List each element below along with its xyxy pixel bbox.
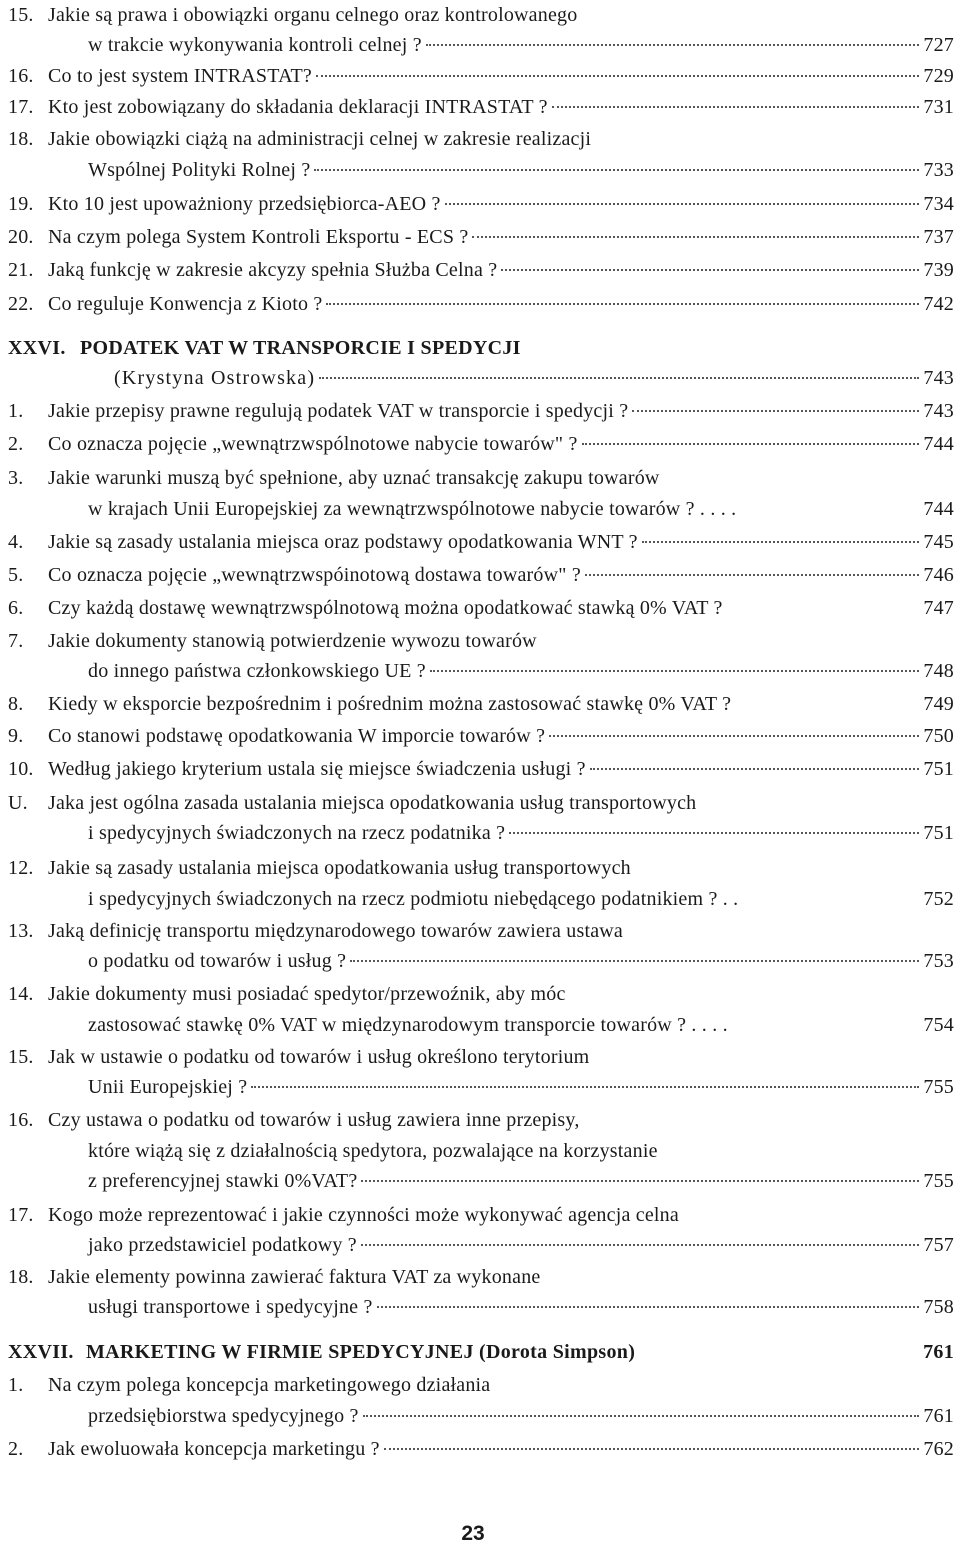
page-reference: 757 [923,1234,954,1256]
page-reference: 734 [923,193,954,215]
entry-title: Co oznacza pojęcie „wewnątrzwspólnotowe nabycie towarów" ? [48,433,578,455]
page-number: 23 [461,1522,485,1545]
entry-number: XXVI. [8,337,66,359]
entry-title: Jak ewoluowała koncepcja marketingu ? [48,1438,380,1460]
entry-title: i spedycyjnych świadczonych na rzecz podmiotu niebędącego podatnikiem ? . . [88,888,739,910]
entry-number: 18. [8,1266,34,1288]
entry-number: 12. [8,857,34,879]
toc-entry[interactable] [8,1136,954,1166]
dot-leader [326,303,919,305]
dot-leader [384,1448,920,1450]
entry-title: Co to jest system INTRASTAT? [48,65,312,87]
toc-entry[interactable] [8,222,954,252]
dot-leader [350,960,919,962]
entry-number: 20. [8,226,34,248]
page-reference: 758 [923,1296,954,1318]
entry-number: 5. [8,564,24,586]
entry-number: 19. [8,193,34,215]
chapter-heading[interactable] [8,1337,954,1367]
page-reference: 749 [923,693,954,715]
dot-leader [642,541,920,543]
entry-title: Jakie przepisy prawne regulują podatek VAT w transporcie i spedycji ? [48,400,629,422]
page-reference: 752 [923,888,954,910]
entry-title: Jakie elementy powinna zawierać faktura VAT za wykonane [48,1266,541,1288]
entry-number: U. [8,792,28,814]
entry-title: Jakie warunki muszą być spełnione, aby uznać transakcję zakupu towarów [48,467,660,489]
toc-entry[interactable] [8,396,954,426]
dot-leader [426,44,920,46]
entry-title: Czy ustawa o podatku od towarów i usług zawiera inne przepisy, [48,1109,580,1131]
entry-title: Kto jest zobowiązany do składania deklaracji INTRASTAT ? [48,96,548,118]
dot-leader [445,203,920,205]
toc-entry[interactable] [8,1370,954,1400]
entry-number: 16. [8,65,34,87]
entry-title: przedsiębiorstwa spedycyjnego ? [88,1405,359,1427]
page-reference: 727 [923,34,954,56]
dot-leader [590,768,920,770]
dot-leader [430,670,920,672]
entry-number: 17. [8,1204,34,1226]
dot-leader [549,735,919,737]
page-reference: 761 [923,1405,954,1427]
toc-entry[interactable] [8,754,954,784]
entry-title: Wspólnej Polityki Rolnej ? [88,159,311,181]
page-reference: 750 [923,725,954,747]
entry-number: 14. [8,983,34,1005]
entry-title: Jakie dokumenty stanowią potwierdzenie wywozu towarów [48,630,537,652]
entry-title: o podatku od towarów i usług ? [88,950,347,972]
dot-leader [361,1180,919,1182]
entry-title: w trakcie wykonywania kontroli celnej ? [88,34,422,56]
entry-title: Co oznacza pojęcie „wewnątrzwspóinotową dostawa towarów" ? [48,564,581,586]
toc-entry[interactable] [8,979,954,1009]
entry-number: 4. [8,531,24,553]
chapter-heading[interactable] [8,333,954,363]
toc-entry[interactable] [8,916,954,946]
entry-title: które wiążą się z działalnością spedytora, pozwalające na korzystanie [88,1140,658,1162]
dot-leader [552,106,920,108]
entry-number: 1. [8,1374,24,1396]
page-reference: 754 [923,1014,954,1036]
entry-number: 18. [8,128,34,150]
entry-title: jako przedstawiciel podatkowy ? [88,1234,357,1256]
entry-title: Na czym polega System Kontroli Eksportu - ECS ? [48,226,469,248]
toc-entry[interactable] [8,1200,954,1230]
entry-number: XXVII. [8,1341,74,1363]
toc-entry[interactable] [8,1072,954,1102]
entry-number: 17. [8,96,34,118]
toc-entry[interactable] [8,363,954,393]
entry-title: Co stanowi podstawę opodatkowania W imporcie towarów ? [48,725,546,747]
page-reference: 747 [923,597,954,619]
page-reference: 762 [923,1438,954,1460]
page-reference: 744 [923,433,954,455]
page-reference: 746 [923,564,954,586]
entry-title: Na czym polega koncepcja marketingowego działania [48,1374,491,1396]
entry-title: Jaka jest ogólna zasada ustalania miejsca opodatkowania usług transportowych [48,792,697,814]
dot-leader [316,75,919,77]
page-reference: 733 [923,159,954,181]
entry-number: 7. [8,630,24,652]
dot-leader [501,269,919,271]
entry-title: Według jakiego kryterium ustala się miejsce świadczenia usługi ? [48,758,586,780]
entry-title: Jakie są zasady ustalania miejsca opodatkowania usług transportowych [48,857,631,879]
entry-title: Kiedy w eksporcie bezpośrednim i pośrednim można zastosować stawkę 0% VAT ? [48,693,732,715]
page-reference: 755 [923,1076,954,1098]
dot-leader [472,236,919,238]
toc-entry[interactable] [8,189,954,219]
entry-title: i spedycyjnych świadczonych na rzecz podatnika ? [88,822,506,844]
toc-entry[interactable] [8,124,954,154]
toc-entry[interactable] [8,1010,954,1040]
dot-leader [319,377,919,379]
page-reference: 761 [923,1341,954,1363]
entry-number: 1. [8,400,24,422]
entry-number: 2. [8,1438,24,1460]
entry-number: 3. [8,467,24,489]
dot-leader [361,1244,920,1246]
toc-entry[interactable] [8,884,954,914]
entry-title: PODATEK VAT W TRANSPORCIE I SPEDYCJI [80,337,521,359]
entry-title: Kogo może reprezentować i jakie czynności może wykonywać agencja celna [48,1204,679,1226]
toc-entry[interactable] [8,788,954,818]
toc-entry[interactable] [8,721,954,751]
toc-entry[interactable] [8,155,954,185]
toc-entry[interactable] [8,1262,954,1292]
page-reference: 743 [923,400,954,422]
page-reference: 751 [923,822,954,844]
toc-entry[interactable] [8,494,954,524]
page-reference: 739 [923,259,954,281]
entry-title: Jakie dokumenty musi posiadać spedytor/przewoźnik, aby móc [48,983,566,1005]
page-reference: 745 [923,531,954,553]
page-reference: 748 [923,660,954,682]
toc-entry[interactable] [8,853,954,883]
entry-title: Czy każdą dostawę wewnątrzwspólnotową można opodatkować stawką 0% VAT ? [48,597,723,619]
entry-number: 2. [8,433,24,455]
toc-entry[interactable] [8,255,954,285]
entry-number: 9. [8,725,24,747]
entry-number: 13. [8,920,34,942]
entry-number: 16. [8,1109,34,1131]
entry-title: Jaką funkcję w zakresie akcyzy spełnia Służba Celna ? [48,259,498,281]
toc-entry[interactable] [8,463,954,493]
dot-leader [582,443,920,445]
entry-title: w krajach Unii Europejskiej za wewnątrzwspólnotowe nabycie towarów ? . . . . [88,498,737,520]
entry-number: 22. [8,293,34,315]
entry-number: 21. [8,259,34,281]
page-reference: 755 [923,1170,954,1192]
entry-title: usługi transportowe i spedycyjne ? [88,1296,373,1318]
dot-leader [509,832,919,834]
dot-leader [363,1415,920,1417]
page-reference: 744 [923,498,954,520]
entry-number: 15. [8,1046,34,1068]
toc-entry[interactable] [8,1166,954,1196]
toc-entry[interactable] [8,593,954,623]
page-reference: 751 [923,758,954,780]
entry-title: Kto 10 jest upoważniony przedsiębiorca-AEO ? [48,193,441,215]
toc-entry[interactable] [8,0,954,30]
toc-entry[interactable] [8,818,954,848]
entry-title: do innego państwa członkowskiego UE ? [88,660,426,682]
toc-entry[interactable] [8,1434,954,1464]
toc-entry[interactable] [8,626,954,656]
toc-entry[interactable] [8,61,954,91]
toc-entry[interactable] [8,92,954,122]
dot-leader [585,574,919,576]
page-reference: 729 [923,65,954,87]
entry-title: Jak w ustawie o podatku od towarów i usług określono terytorium [48,1046,590,1068]
entry-title: zastosować stawkę 0% VAT w międzynarodowym transporcie towarów ? . . . . [88,1014,728,1036]
toc-entry[interactable] [8,689,954,719]
page-reference: 743 [923,367,954,389]
toc-entry[interactable] [8,289,954,319]
entry-title: Jakie są zasady ustalania miejsca oraz podstawy opodatkowania WNT ? [48,531,638,553]
dot-leader [314,169,919,171]
entry-title: MARKETING W FIRMIE SPEDYCYJNEJ (Dorota Simpson) [86,1341,636,1363]
toc-entry[interactable] [8,1230,954,1260]
page-reference: 753 [923,950,954,972]
toc-entry[interactable] [8,1292,954,1322]
entry-title: Jakie są prawa i obowiązki organu celnego oraz kontrolowanego [48,4,578,26]
entry-title: Unii Europejskiej ? [88,1076,248,1098]
entry-title: Jakie obowiązki ciążą na administracji celnej w zakresie realizacji [48,128,592,150]
entry-number: 8. [8,693,24,715]
entry-title: Jaką definicję transportu międzynarodowego towarów zawiera ustawa [48,920,624,942]
entry-number: 10. [8,758,34,780]
toc-entry[interactable] [8,1401,954,1431]
toc-entry[interactable] [8,527,954,557]
entry-number: 6. [8,597,24,619]
dot-leader [632,410,919,412]
entry-title: Co reguluje Konwencja z Kioto ? [48,293,323,315]
toc-entry[interactable] [8,30,954,60]
entry-title: z preferencyjnej stawki 0%VAT? [88,1170,358,1192]
dot-leader [251,1086,919,1088]
toc-entry[interactable] [8,560,954,590]
page-reference: 742 [923,293,954,315]
dot-leader [377,1306,920,1308]
toc-entry[interactable] [8,946,954,976]
entry-number: 15. [8,4,34,26]
toc-entry[interactable] [8,1105,954,1135]
toc-entry[interactable] [8,656,954,686]
entry-title: (Krystyna Ostrowska) [114,367,316,389]
toc-entry[interactable] [8,429,954,459]
page-reference: 731 [923,96,954,118]
toc-entry[interactable] [8,1042,954,1072]
page-reference: 737 [923,226,954,248]
